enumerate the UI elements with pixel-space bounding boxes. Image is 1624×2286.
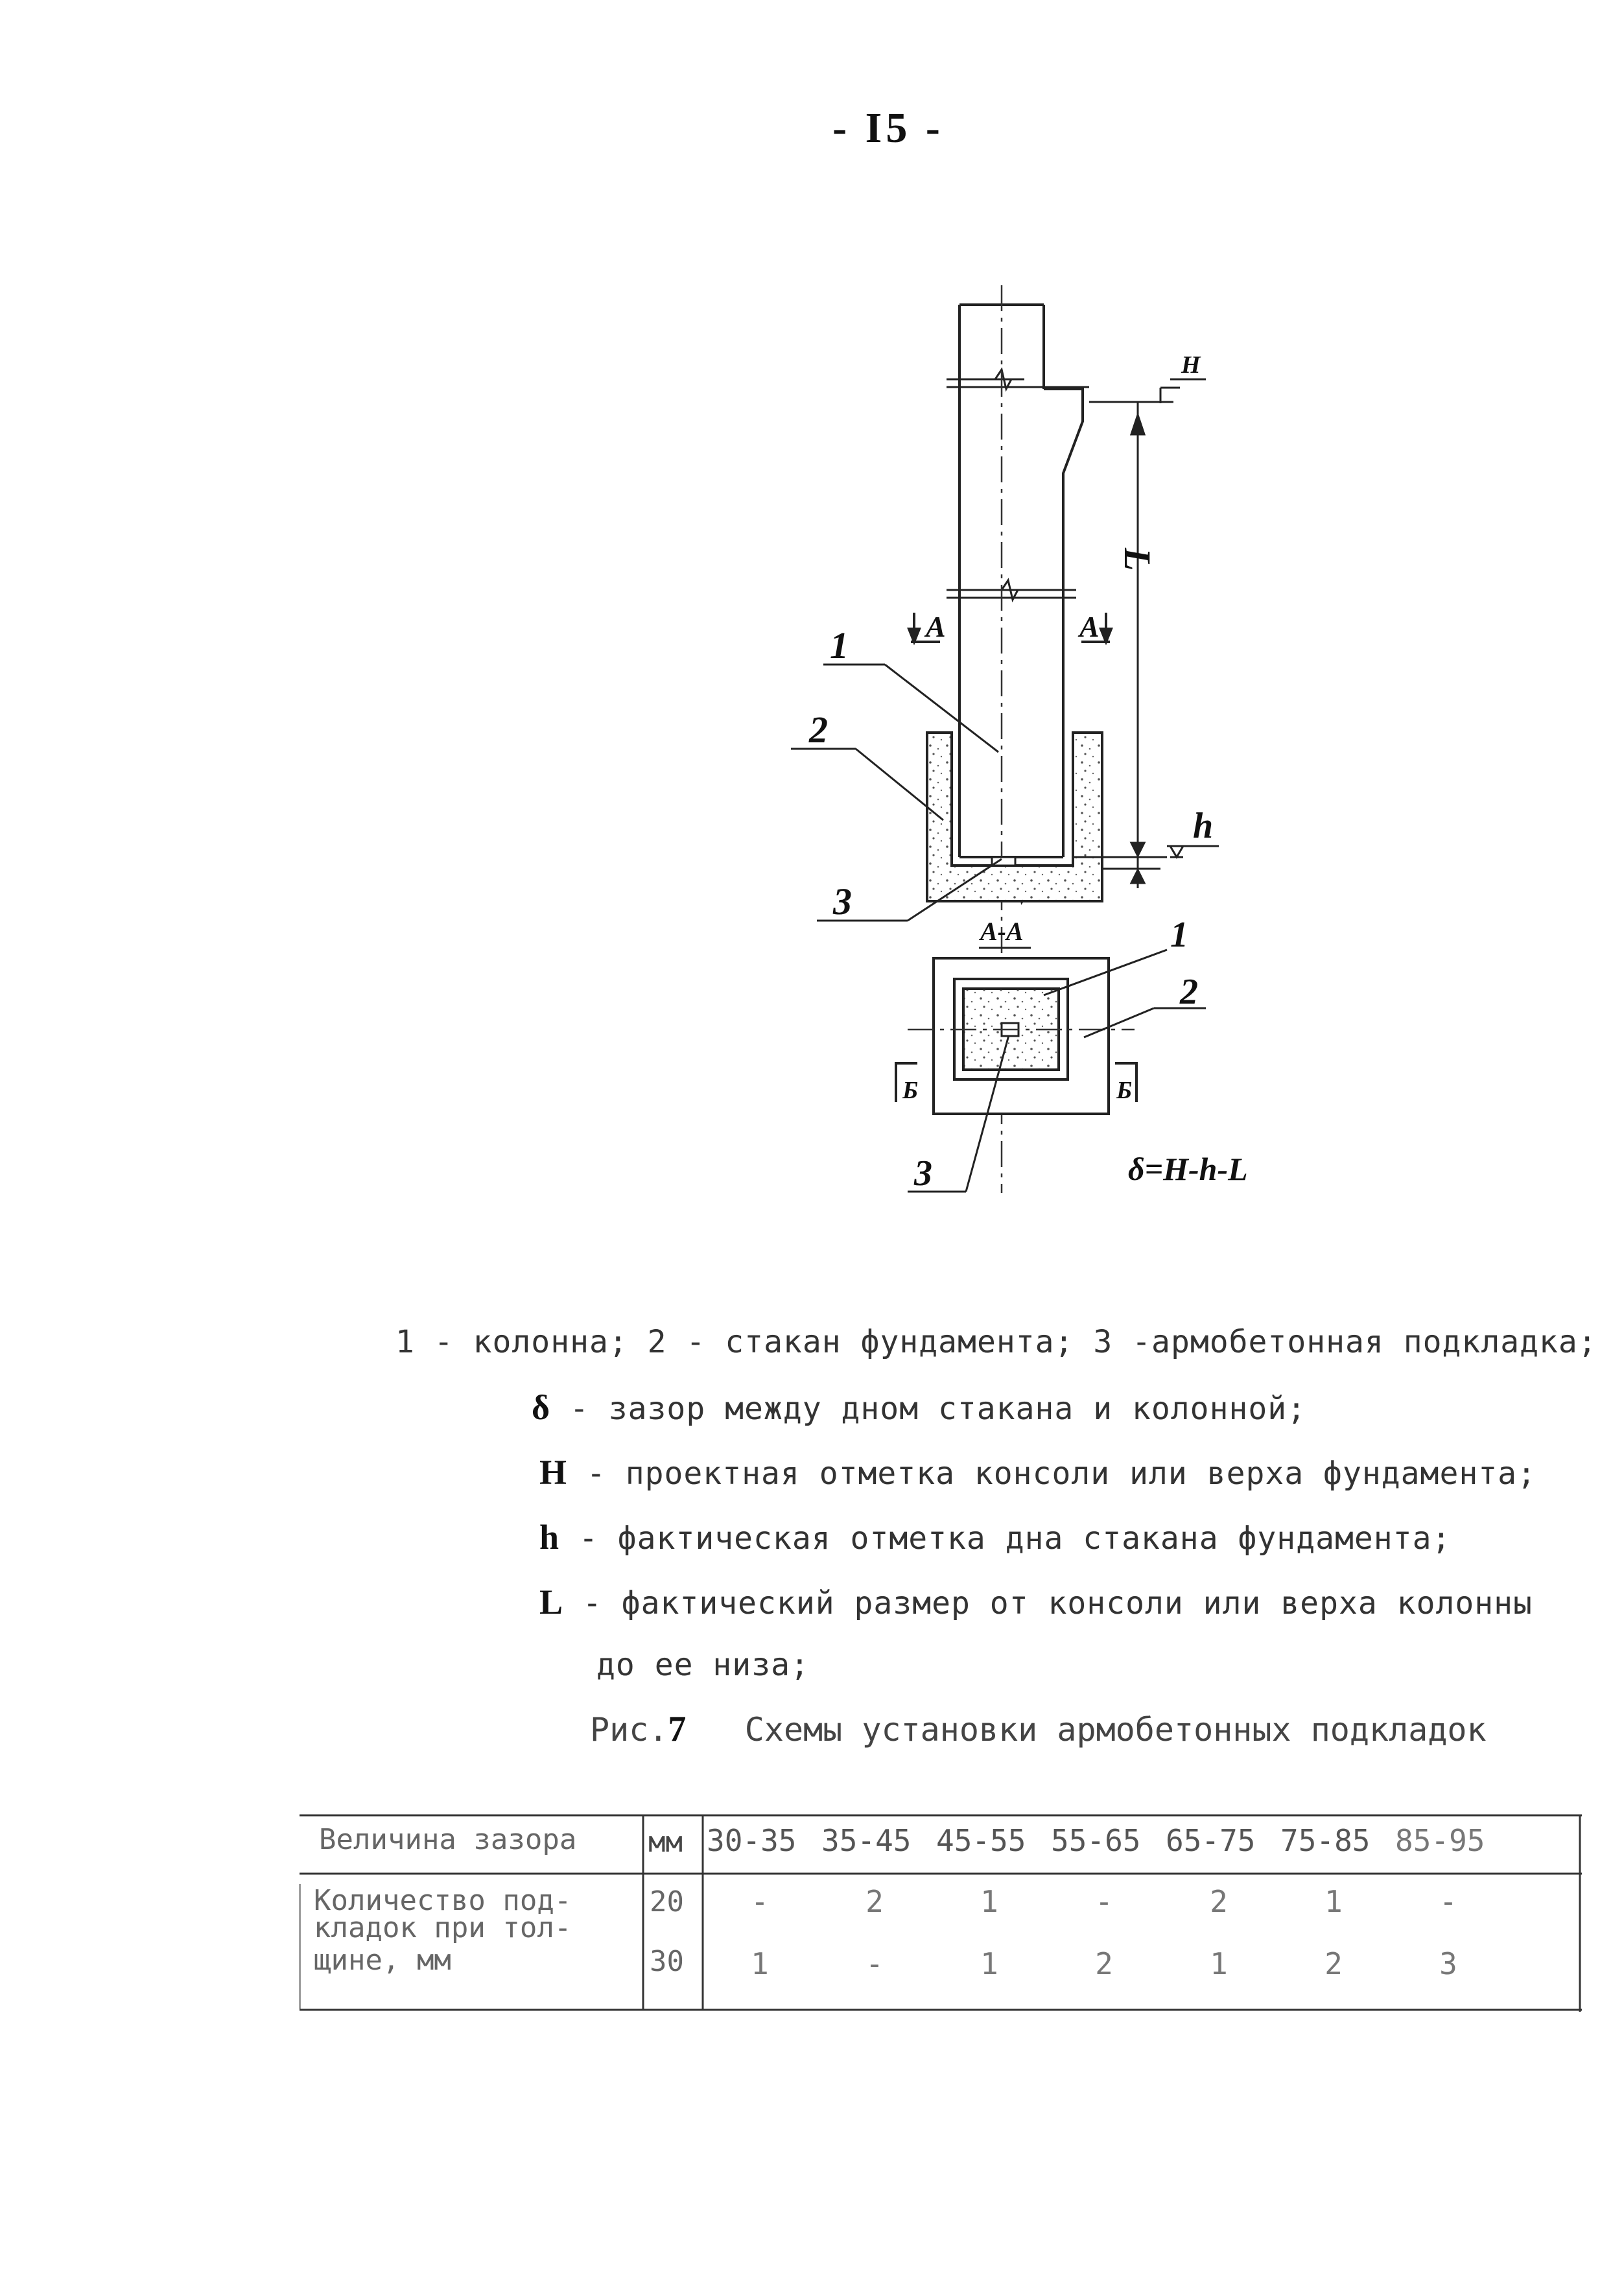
section-a-left: A <box>926 610 946 643</box>
plan-label-column: 1 <box>1170 915 1188 955</box>
table-cell: 2 <box>1324 1946 1343 1981</box>
legend-item-L <box>539 1582 1533 1622</box>
table-unit-label: мм <box>648 1826 683 1859</box>
legend-item-h <box>539 1517 1451 1557</box>
table-cell: 1 <box>751 1946 769 1981</box>
table-header-label: Величина зазора <box>319 1823 577 1856</box>
table-cell: 1 <box>1210 1946 1228 1981</box>
legend-h-text: - фактическая отметка дна стакана фундамента; <box>559 1520 1452 1557</box>
section-b-right: Б <box>1116 1077 1133 1104</box>
gap-table <box>300 1814 1582 2012</box>
row-label-line: кладок при тол- <box>314 1911 572 1944</box>
range-header: 75-85 <box>1280 1823 1371 1858</box>
legend-L-text: - фактический размер от консоли или верха колонны <box>563 1585 1533 1621</box>
section-a-right: A <box>1079 610 1100 643</box>
figure-caption <box>590 1708 1487 1750</box>
table-cell: 1 <box>980 1884 998 1919</box>
table-cell: - <box>1095 1884 1113 1919</box>
label-column: 1 <box>830 624 849 666</box>
legend-item-H <box>539 1452 1536 1492</box>
page-number: - I5 - <box>832 104 944 152</box>
plan-label-pad: 3 <box>914 1153 932 1194</box>
label-socket: 2 <box>809 709 828 751</box>
label-pad: 3 <box>833 880 852 923</box>
dim-h-label: h <box>1193 806 1214 846</box>
caption-number: 7 <box>668 1709 687 1749</box>
caption-prefix: Рис. <box>590 1711 668 1749</box>
table-cell: 2 <box>1210 1884 1228 1919</box>
legend-gap-text: - зазор между дном стакана и колонной; <box>550 1391 1307 1427</box>
thickness-20: 20 <box>650 1885 684 1918</box>
range-header: 65-75 <box>1166 1823 1256 1858</box>
legend-H-symbol: H <box>539 1453 568 1492</box>
table-cell: - <box>865 1946 884 1981</box>
legend-gap-symbol: δ <box>532 1388 551 1427</box>
table-cell: 2 <box>1095 1946 1113 1981</box>
range-header: 30-35 <box>707 1823 797 1858</box>
plan-label-socket: 2 <box>1180 972 1198 1012</box>
row-label-line: Количество под- <box>314 1884 572 1917</box>
legend-item-L-cont <box>596 1647 810 1683</box>
legend-H-text: - проектная отметка консоли или верха фундамента; <box>567 1455 1536 1492</box>
table-cell: 3 <box>1439 1946 1457 1981</box>
legend-numbers-text: 1 - колонна; 2 - стакан фундамента; 3 -армобетонная подкладка; <box>395 1324 1597 1360</box>
table-cell: 1 <box>1324 1884 1343 1919</box>
range-header: 35-45 <box>821 1823 912 1858</box>
gap-formula: δ=H-h-L <box>1128 1151 1248 1187</box>
break-marks <box>947 370 1089 902</box>
legend-h-symbol: h <box>539 1518 560 1557</box>
range-header: 55-65 <box>1051 1823 1141 1858</box>
thickness-30: 30 <box>650 1945 684 1978</box>
table-cell: - <box>1439 1884 1457 1919</box>
row-label-line: щине, мм <box>314 1944 451 1977</box>
range-header: 85-95 <box>1395 1823 1485 1858</box>
legend-L-cont-text: до ее низа; <box>596 1647 810 1683</box>
plan-section <box>908 958 1135 1114</box>
caption-text: Схемы установки армобетонных подкладок <box>744 1711 1487 1749</box>
section-b-left: Б <box>902 1077 919 1104</box>
table-cell: 1 <box>980 1946 998 1981</box>
range-header: 45-55 <box>936 1823 1026 1858</box>
section-aa-title: А-А <box>980 917 1024 946</box>
dim-L-label: L <box>1116 548 1159 571</box>
table-cell: - <box>751 1884 769 1919</box>
legend-item-numbers <box>395 1324 1597 1360</box>
legend-L-symbol: L <box>539 1583 564 1621</box>
legend-item-gap <box>532 1387 1306 1428</box>
dim-H-label: H <box>1181 351 1201 379</box>
foundation-socket <box>927 733 1102 901</box>
table-cell: 2 <box>865 1884 884 1919</box>
